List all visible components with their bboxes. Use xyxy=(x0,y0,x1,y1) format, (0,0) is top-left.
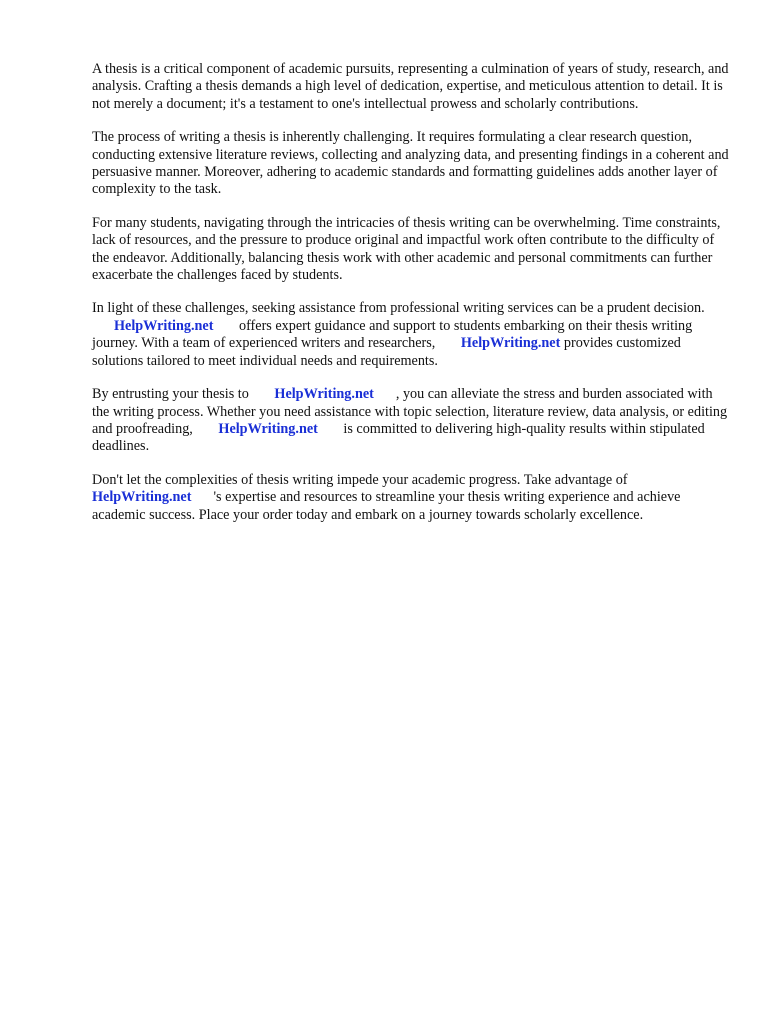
paragraph-intro xyxy=(92,61,732,113)
paragraph-assistance xyxy=(92,300,732,370)
document-page xyxy=(92,61,732,540)
paragraph-text: is committed to delivering high-quality results within stipulated deadlines. xyxy=(92,420,705,455)
paragraph-text: offers expert guidance and support to students embarking on their thesis writing journey. With a team of experienced writers and researchers, xyxy=(92,317,693,352)
paragraph-difficulties xyxy=(92,215,732,285)
paragraph-text: In light of these challenges, seeking assistance from professional writing services can be a prudent decision. xyxy=(92,300,705,317)
paragraph-text: For many students, navigating through the intricacies of thesis writing can be overwhelming. Time constraints, lack of resources, and the pressure to produce original and impactful work often contribute to the difficulty of the endeavor. Additionally, balancing thesis work with other academic and personal commitments can further exacerbate the challenges faced by students. xyxy=(92,214,721,284)
paragraph-text: A thesis is a critical component of academic pursuits, representing a culmination of years of study, research, and analysis. Crafting a thesis demands a high level of dedication, expertise, and meticulous attention to detail. It is not merely a document; it's a testament to one's intellectual prowess and scholarly contributions. xyxy=(92,61,729,112)
paragraph-entrusting xyxy=(92,386,732,456)
helpwriting-link[interactable]: HelpWriting.net xyxy=(114,317,214,334)
paragraph-text: 's expertise and resources to streamline your thesis writing experience and achieve academic success. Place your order today and embark on a journey towards scholarly excellence. xyxy=(92,489,681,523)
paragraph-text: provides customized solutions tailored to meet individual needs and requirements. xyxy=(92,335,681,369)
helpwriting-link[interactable]: HelpWriting.net xyxy=(274,386,374,403)
paragraph-text: Don't let the complexities of thesis writing impede your academic progress. Take advantage of xyxy=(92,471,628,488)
helpwriting-link[interactable]: HelpWriting.net xyxy=(92,489,192,506)
paragraph-call-to-action xyxy=(92,472,732,524)
paragraph-process xyxy=(92,129,732,199)
helpwriting-link[interactable]: HelpWriting.net xyxy=(218,420,318,437)
paragraph-text: By entrusting your thesis to xyxy=(92,386,249,403)
paragraph-text: , you can alleviate the stress and burden associated with the writing process. Whether you need assistance with topic selection, literature review, data analysis, or editing and proofreading, xyxy=(92,386,728,437)
helpwriting-link[interactable]: HelpWriting.net xyxy=(460,335,561,352)
paragraph-text: The process of writing a thesis is inherently challenging. It requires formulating a clear research question, conducting extensive literature reviews, collecting and analyzing data, and presenting findings in a coherent and persuasive manner. Moreover, adhering to academic standards and formatting guidelines adds another layer of complexity to the task. xyxy=(92,129,729,198)
